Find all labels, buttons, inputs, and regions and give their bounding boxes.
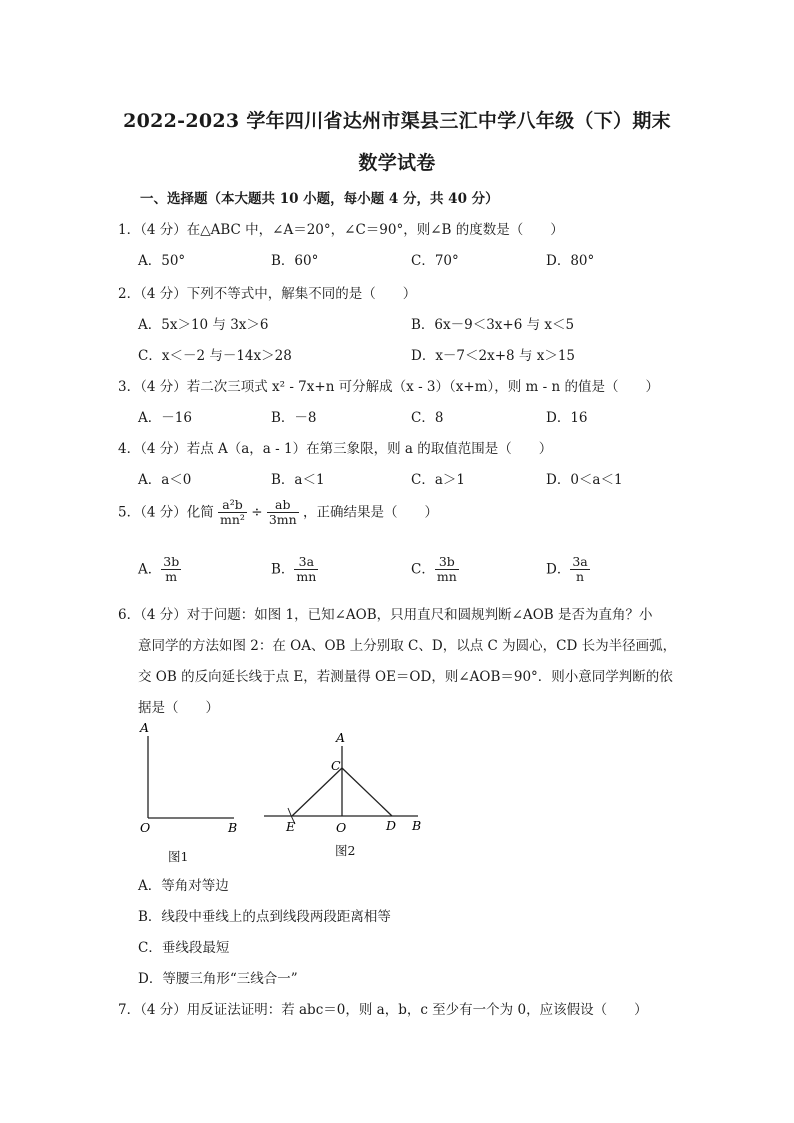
q5-option-d-denominator: n <box>576 569 585 585</box>
q1-option-d: D．80° <box>546 253 595 269</box>
q4-option-b: B．a＜1 <box>271 472 325 488</box>
fig1-label-o: O <box>140 820 151 835</box>
q1-option-c: C．70° <box>411 253 459 269</box>
q5-option-b-fraction <box>294 555 318 585</box>
question-2-stem: 2．（4 分）下列不等式中，解集不同的是（ ） <box>118 286 417 302</box>
q5-option-c-numerator: 3b <box>435 555 459 570</box>
q5-fraction-2 <box>267 498 299 528</box>
q6-option-b: B．线段中垂线上的点到线段两段距离相等 <box>138 909 391 925</box>
question-1-stem: 1．（4 分）在△ABC 中，∠A＝20°，∠C＝90°，则∠B 的度数是（ ） <box>118 222 564 238</box>
section-heading: 一、选择题（本大题共 10 小题，每小题 4 分，共 40 分） <box>140 191 499 207</box>
question-4-stem: 4．（4 分）若点 A（a，a - 1）在第三象限，则 a 的取值范围是（ ） <box>118 441 553 457</box>
q3-option-b: B．－8 <box>271 410 317 426</box>
fig2-label-d: D <box>386 818 397 833</box>
q5-option-c-fraction <box>435 555 459 585</box>
q1-option-a: A．50° <box>138 253 186 269</box>
q5-fraction-1 <box>218 498 247 528</box>
q5-prefix: 5．（4 分）化简 <box>118 504 214 521</box>
fig2-segment-cd <box>342 768 392 816</box>
q2-option-a: A．5x＞10 与 3x＞6 <box>138 317 269 333</box>
q5-option-b-numerator: 3a <box>294 555 318 570</box>
q5-fraction-2-numerator: ab <box>267 498 299 513</box>
q4-option-d: D．0＜a＜1 <box>546 472 623 488</box>
q5-option-b-denominator: mn <box>296 569 317 585</box>
q5-option-d-fraction <box>570 555 589 585</box>
fig2-segment-ce <box>292 768 342 816</box>
fig1-label-b: B <box>228 820 238 835</box>
question-7-stem: 7．（4 分）用反证法证明：若 abc＝0，则 a，b，c 至少有一个为 0，应该假设（ ） <box>118 1002 648 1018</box>
question-3-stem: 3．（4 分）若二次三项式 x² - 7x+n 可分解成（x - 3）（x+m），则 m - n 的值是（ ） <box>118 379 659 395</box>
question-6-line-1: 6．（4 分）对于问题：如图 1，已知∠AOB，只用直尺和圆规判断∠AOB 是否为直角？小 <box>118 607 653 623</box>
fig2-label-e: E <box>286 819 296 834</box>
q5-option-a-numerator: 3b <box>163 554 180 569</box>
question-6-line-2: 意同学的方法如图 2：在 OA、OB 上分别取 C、D，以点 C 为圆心，CD 长为半径画弧， <box>138 638 677 654</box>
q5-divide-sign: ÷ <box>251 504 263 521</box>
figure-1 <box>130 718 250 868</box>
page-title-line2: 数学试卷 <box>358 152 436 174</box>
q3-option-a: A．－16 <box>138 410 192 426</box>
fig2-label-c: C <box>331 758 341 773</box>
q5-option-b <box>271 555 318 585</box>
q5-fraction-2-denominator: 3mn <box>268 512 297 528</box>
q6-option-a: A．等角对等边 <box>138 878 229 894</box>
fig2-label-b: B <box>412 818 422 833</box>
figure-1-caption: 图1 <box>168 849 189 864</box>
q5-fraction-1-denominator: mn² <box>220 512 245 528</box>
q5-fraction-1-numerator: a²b <box>218 498 247 513</box>
q5-option-d <box>546 555 590 585</box>
q5-option-c <box>411 555 459 585</box>
figure-2-caption: 图2 <box>335 843 356 858</box>
q5-option-a-fraction <box>161 555 181 585</box>
q5-option-a-denominator: m <box>165 569 178 585</box>
q5-option-a <box>138 555 181 585</box>
page-title-line1: 2022-2023 学年四川省达州市渠县三汇中学八年级（下）期末 <box>123 110 671 132</box>
question-6-line-3: 交 OB 的反向延长线于点 E，若测量得 OE＝OD，则∠AOB＝90°．则小意同学判断的依 <box>138 669 673 685</box>
q5-option-c-label: C． <box>411 561 435 578</box>
question-5-stem <box>118 498 438 528</box>
q3-option-c: C．8 <box>411 410 444 426</box>
fig1-label-a: A <box>140 720 150 735</box>
figure-2 <box>258 728 428 848</box>
q4-option-a: A．a＜0 <box>138 472 192 488</box>
q4-option-c: C．a＞1 <box>411 472 465 488</box>
q5-option-d-numerator: 3a <box>572 554 588 569</box>
q6-option-c: C．垂线段最短 <box>138 940 230 956</box>
q5-option-a-label: A． <box>138 561 162 578</box>
question-6-line-4: 据是（ ） <box>138 700 219 716</box>
q6-option-d: D．等腰三角形“三线合一” <box>138 971 298 987</box>
q2-option-b: B．6x－9＜3x+6 与 x＜5 <box>411 317 575 333</box>
q5-option-d-label: D． <box>546 561 571 578</box>
q5-suffix: ，正确结果是（ ） <box>303 504 439 521</box>
q5-option-c-denominator: mn <box>436 569 457 585</box>
q3-option-d: D．16 <box>546 410 588 426</box>
q5-option-b-label: B． <box>271 561 295 578</box>
fig2-label-a: A <box>336 730 346 745</box>
q2-option-c: C．x＜－2 与－14x＞28 <box>138 348 292 364</box>
fig2-label-o: O <box>336 820 347 835</box>
q1-option-b: B．60° <box>271 253 319 269</box>
q2-option-d: D．x－7＜2x+8 与 x＞15 <box>411 348 576 364</box>
